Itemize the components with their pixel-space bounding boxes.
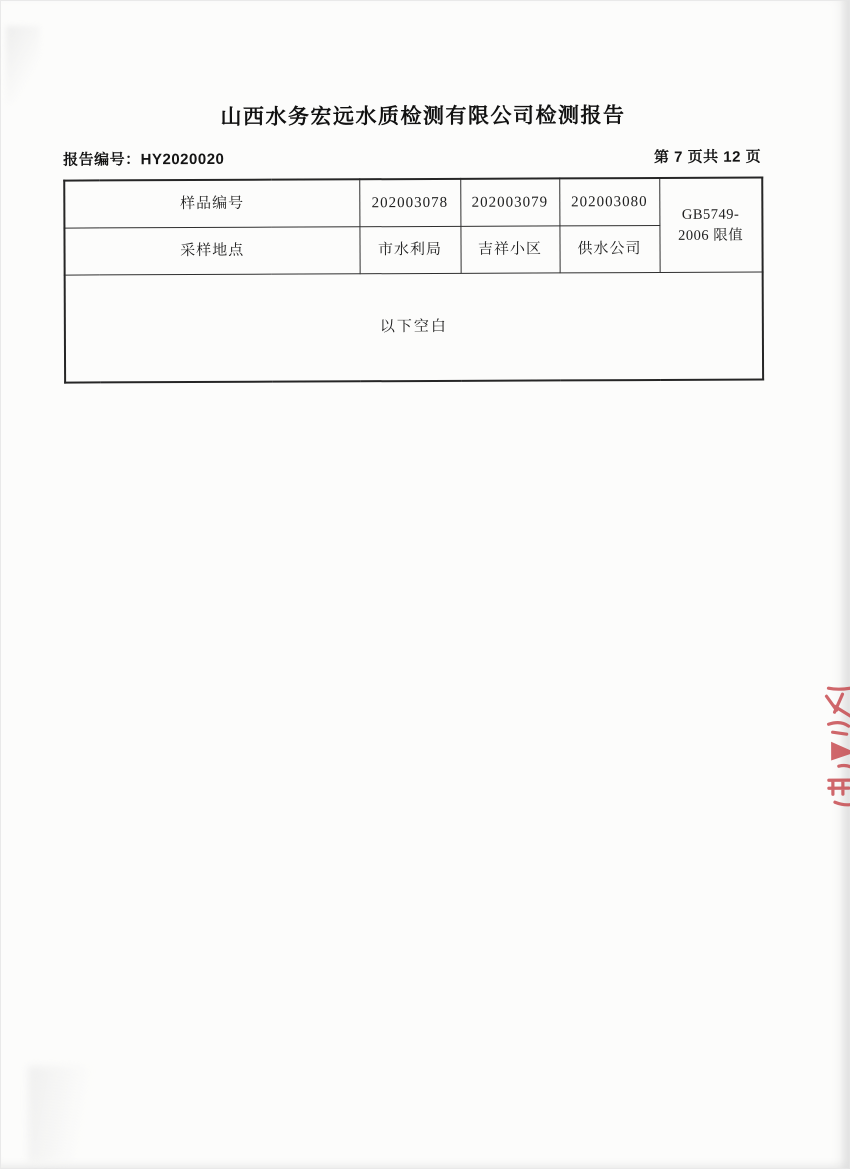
standard-limit-label: 2006 限值 xyxy=(678,227,744,244)
sample-id-cell: 202003079 xyxy=(460,178,559,226)
blank-row xyxy=(65,272,763,383)
sample-id-cell: 202003080 xyxy=(559,178,659,226)
sample-id-cell: 202003078 xyxy=(359,179,460,227)
location-cell: 吉祥小区 xyxy=(460,226,559,273)
location-cell: 市水利局 xyxy=(359,226,460,273)
standard-name: GB5749- xyxy=(681,206,740,223)
location-cell: 供水公司 xyxy=(559,225,659,272)
header-row-location xyxy=(64,225,762,275)
results-table xyxy=(63,177,764,384)
report-number: 报告编号：HY2020020 xyxy=(63,150,225,169)
table-header xyxy=(64,178,762,276)
red-seal-fragment-icon xyxy=(798,680,850,816)
location-label-cell: 采样地点 xyxy=(64,227,359,275)
report-meta xyxy=(63,146,761,170)
page-number: 第 7 页共 12 页 xyxy=(653,148,762,166)
footer-note: 以下空白 xyxy=(65,272,763,383)
footer-tbody xyxy=(65,272,763,383)
page-title: 山西水务宏远水质检测有限公司检测报告 xyxy=(220,104,626,129)
standard-limit-cell xyxy=(659,178,762,273)
header-row-sample-id xyxy=(64,178,762,229)
sample-id-label-cell: 样品编号 xyxy=(64,179,359,228)
